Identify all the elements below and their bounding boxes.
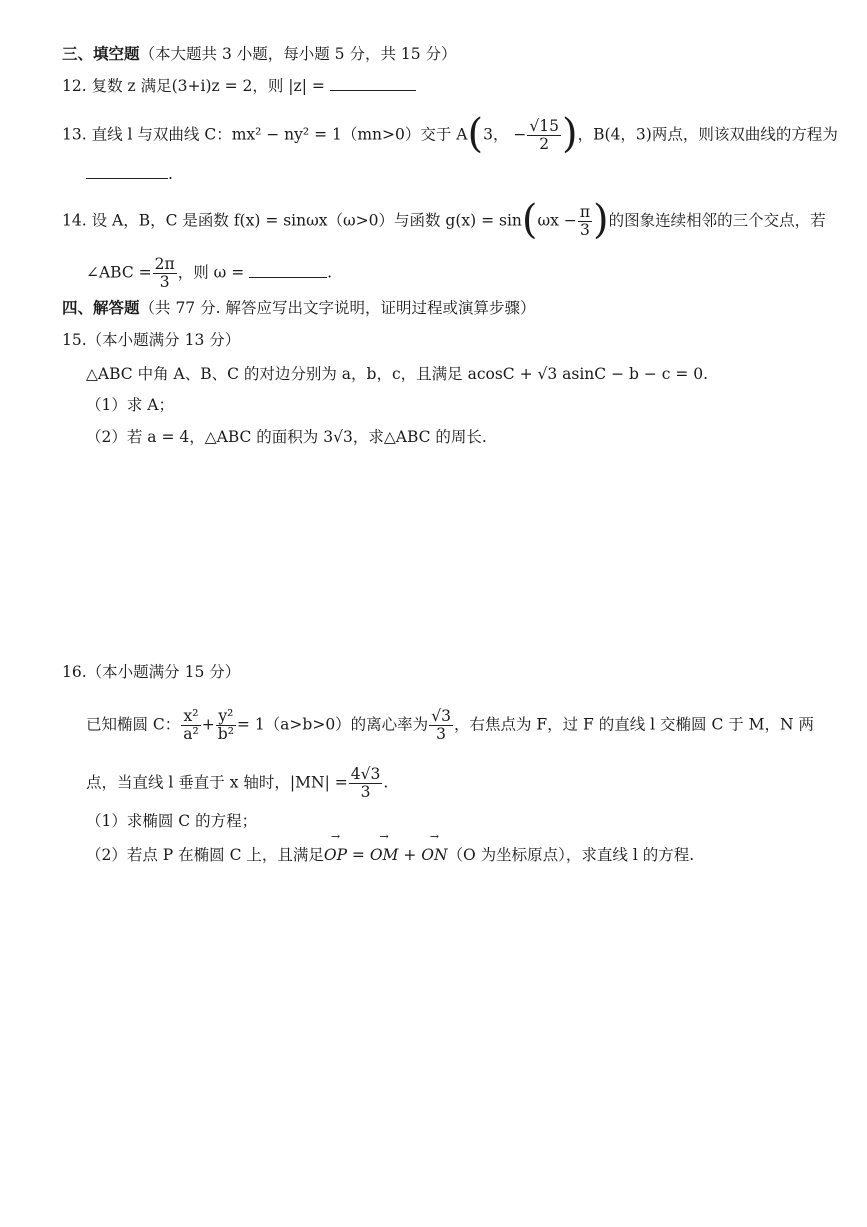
question-16-part-2: （2）若点 P 在椭圆 C 上，且满足→ OP = → OM + → ON（O 为坐标原点），求直线 l 的方程. xyxy=(86,845,694,865)
period: . xyxy=(383,773,389,792)
frac-numerator: y² xyxy=(216,708,236,726)
question-15-score: （本小题满分 13 分） xyxy=(86,331,241,349)
question-15-header xyxy=(62,330,240,350)
y2-over-b2-fraction xyxy=(216,708,236,743)
question-13-number: 13. xyxy=(62,125,87,144)
frac-denominator: 3 xyxy=(360,783,371,801)
section-3-heading xyxy=(62,44,457,64)
frac-numerator: √15 xyxy=(529,117,560,135)
pi-over-3-fraction xyxy=(578,204,592,239)
vector-op: → OP xyxy=(324,845,347,865)
question-15-stem: △ABC 中角 A、B、C 的对边分别为 a，b，c，且满足 acosC + √3 asinC − b − c = 0. xyxy=(86,365,709,383)
frac-numerator: π xyxy=(579,203,591,221)
question-16-score: （本小题满分 15 分） xyxy=(86,663,241,681)
frac-denominator: 3 xyxy=(436,725,446,743)
question-14-pre: 设 A，B，C 是函数 f(x) = sinωx（ω>0）与函数 g(x) = sin xyxy=(91,211,522,230)
section-4-heading xyxy=(62,298,535,318)
section-3-title: 三、填空题 xyxy=(62,44,140,63)
frac-numerator: 2π xyxy=(154,255,175,273)
frac-denominator: 2 xyxy=(539,135,550,153)
question-16-part-1: （1）求椭圆 C 的方程； xyxy=(86,812,258,830)
frac-numerator: 4√3 xyxy=(350,765,381,783)
question-12 xyxy=(62,76,416,96)
point-a-y-fraction xyxy=(527,118,561,153)
frac-numerator: √3 xyxy=(431,707,451,725)
section-4-title: 四、解答题 xyxy=(62,298,140,317)
x2-over-a2-fraction xyxy=(181,708,200,743)
right-paren: ) xyxy=(562,110,578,157)
section-3-note: （本大题共 3 小题，每小题 5 分，共 15 分） xyxy=(139,45,457,63)
section-4-note: （共 77 分. 解答应写出文字说明，证明过程或演算步骤） xyxy=(139,299,536,317)
question-15-part-2: （2）若 a = 4，△ABC 的面积为 3√3，求△ABC 的周长. xyxy=(86,428,487,446)
part-2-pre: （2）若点 P 在椭圆 C 上，且满足 xyxy=(86,846,324,864)
question-13-answer-line xyxy=(86,164,173,184)
frac-denominator: b² xyxy=(217,725,234,743)
vector-om: → OM xyxy=(370,845,399,865)
two-pi-over-3-fraction xyxy=(153,256,177,291)
answer-blank-14[interactable] xyxy=(249,263,327,278)
question-12-number: 12. xyxy=(62,77,87,95)
frac-denominator: 3 xyxy=(579,221,590,239)
frac-denominator: a² xyxy=(183,725,199,743)
omega-label: ，则 ω = xyxy=(177,263,245,282)
frac-numerator: x² xyxy=(181,708,200,726)
period: . xyxy=(327,263,333,282)
point-a-x: 3， xyxy=(483,125,509,144)
question-16-line-2 xyxy=(86,766,388,801)
left-paren: ( xyxy=(521,196,538,243)
frac-denominator: 3 xyxy=(159,273,170,291)
question-14-post: 的图象连续相邻的三个交点，若 xyxy=(608,211,826,230)
question-16-post: ，右焦点为 F，过 F 的直线 l 交椭圆 C 于 M，N 两 xyxy=(453,715,815,734)
question-16-number: 16. xyxy=(62,663,87,681)
mn-length-label: 点，当直线 l 垂直于 x 轴时，|MN| = xyxy=(86,773,348,792)
answer-blank-13[interactable] xyxy=(86,164,168,179)
period: . xyxy=(168,165,173,183)
question-13-pre: 直线 l 与双曲线 C：mx² − ny² = 1（mn>0）交于 A xyxy=(91,125,468,144)
right-paren: ) xyxy=(593,196,609,243)
eccentricity-fraction xyxy=(429,708,453,743)
question-16-header xyxy=(62,662,240,682)
question-14 xyxy=(62,196,826,243)
mn-length-fraction xyxy=(349,766,383,801)
question-12-text: 复数 z 满足(3+i)z = 2，则 |z| = xyxy=(91,77,325,95)
left-paren: ( xyxy=(467,110,484,157)
question-15-part-1: （1）求 A； xyxy=(86,396,174,414)
question-13-post: ，B(4，3)两点，则该双曲线的方程为 xyxy=(577,125,838,144)
answer-blank-12[interactable] xyxy=(330,76,416,91)
eccentricity-label: = 1（a>b>0）的离心率为 xyxy=(236,715,429,734)
ellipse-intro: 已知椭圆 C： xyxy=(86,715,181,734)
vector-on: → ON xyxy=(421,845,447,865)
part-2-post: （O 为坐标原点），求直线 l 的方程. xyxy=(447,846,695,864)
question-13: 13. 直线 l 与双曲线 C：mx² − ny² = 1（mn>0）交于 A(3， − $\frac{√15}{2}$ )，B(4，3)两点，则该双曲线的方程为 xyxy=(62,110,838,157)
question-16-stem: 已知椭圆 C： $\frac{\text{x²}}{\text{a²}}$ + $\frac{\text{y²}}{\text{b²}}$ = 1（a>b>0）的离心率为 $\frac{√3}{3}$ ，右焦点为 F，过 F 的直线 l 交椭圆 C 于 M，N 两 xyxy=(86,707,815,743)
sin-argument: ωx − xyxy=(537,211,577,230)
angle-abc: ∠ABC = xyxy=(86,263,152,282)
question-14-number: 14. xyxy=(62,211,87,230)
question-15-number: 15. xyxy=(62,331,87,349)
question-14-line-2 xyxy=(86,256,332,291)
